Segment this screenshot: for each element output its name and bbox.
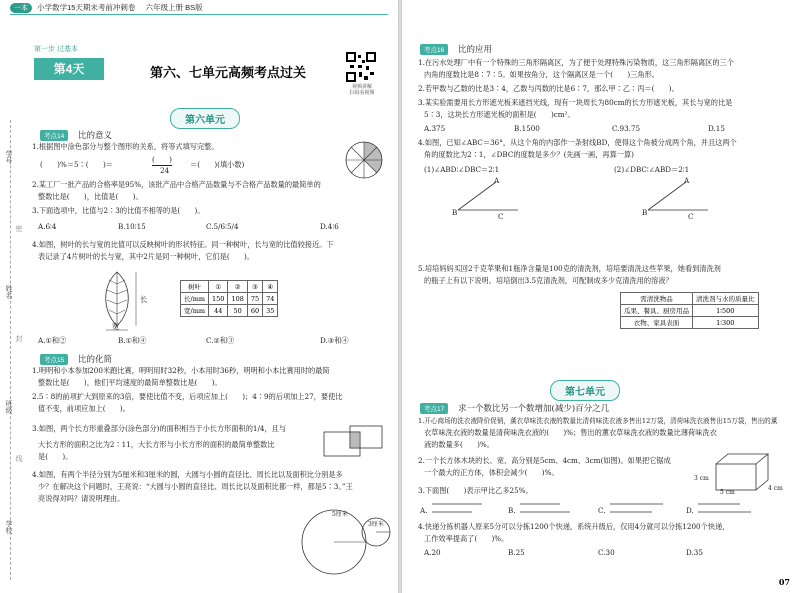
k17-q2-line1: 2.一个长方体木块的长、宽、高分别是5cm、4cm、3cm(如图)。如果把它锯成 xyxy=(418,456,671,465)
table-cell: 108 xyxy=(228,293,247,305)
side-cut-feng: 封 xyxy=(15,335,23,342)
k15-q3-line1: 3.如图，两个长方形重叠部分(涂色部分)的面积相当于小长方形面积的1/4，且与 xyxy=(32,424,287,433)
k17-q4-opt-a[interactable]: A.20 xyxy=(424,548,441,557)
k16-q3-opt-b[interactable]: B.1500 xyxy=(514,124,540,133)
k16-q1-line1: 1.在污水处理厂中有一个特殊的三角形隔离区，为了便于处理特殊污染物质，这三角形隔离区的三个 xyxy=(418,58,734,67)
cuboid-width-label: 4 cm xyxy=(768,485,783,492)
k14-q4-opt-c[interactable]: C.②和③ xyxy=(206,336,235,345)
bar-diagram-d xyxy=(696,498,756,518)
k17-tag: 考点17 xyxy=(420,403,448,414)
side-label-name: 姓名 xyxy=(5,285,13,299)
day-label: 第4天 xyxy=(34,58,104,80)
k14-q3-opt-a[interactable]: A.6∶4 xyxy=(38,222,57,231)
angle1-point-b: B xyxy=(452,208,458,217)
unit7-heading: 第七单元 xyxy=(550,380,620,401)
side-cut-xian: 线 xyxy=(15,455,23,462)
leaf-width-label: 宽 xyxy=(112,322,120,331)
k17-q2-line2: 一个最大的正方体，体积会减少( )%。 xyxy=(424,468,559,477)
leaf-table-head-cell: ④ xyxy=(263,281,278,293)
k17-q3: 3.下面图( )表示甲比乙多25%。 xyxy=(418,486,533,495)
k14-q2-line2: 整数比是( )，比值是( )。 xyxy=(38,192,143,201)
series-title: 小学数学15天期末考前冲刺卷 xyxy=(37,3,136,12)
table-cell: 衣物、家具表面 xyxy=(621,317,693,329)
k17-q3-opt-b[interactable]: B. xyxy=(508,506,516,515)
k14-q4-opt-d[interactable]: D.③和④ xyxy=(320,336,349,345)
table-row xyxy=(621,317,759,329)
table-cell: 长/mm xyxy=(181,293,209,305)
day-step: 第一步 过基本 xyxy=(34,46,78,53)
k17-q1-line2: 衣草味洗衣液的数量是清荷味洗衣液的( )%；售出的薰衣草味洗衣液的数量比薄荷味洗衣 xyxy=(424,428,717,437)
k14-q3-opt-d[interactable]: D.4∶6 xyxy=(320,222,339,231)
k17-q4-opt-d[interactable]: D.35 xyxy=(686,548,703,557)
k16-title: 比的应用 xyxy=(458,45,493,55)
table-cell: 60 xyxy=(247,305,262,317)
table-row xyxy=(621,305,759,317)
side-label-id: 学号 xyxy=(5,150,13,164)
k16-q3-opt-c[interactable]: C.93.75 xyxy=(612,124,641,133)
cleaner-table-head-cell: 需清洗物品 xyxy=(621,293,693,305)
k17-q3-opt-d[interactable]: D. xyxy=(686,506,694,515)
k16-q1-line2: 内角的度数比是8∶7∶5。如果按角分，这个隔离区是一个( )三角形。 xyxy=(424,70,659,79)
leaf-length-label: 长 xyxy=(140,295,148,304)
k17-q4-opt-c[interactable]: C.30 xyxy=(598,548,615,557)
k17-q3-opt-c[interactable]: C. xyxy=(598,506,606,515)
table-cell: 50 xyxy=(228,305,247,317)
grade-label: 六年级上册 BS版 xyxy=(145,3,203,12)
angle2-point-b: B xyxy=(642,208,648,217)
leaf-table-head-cell: ① xyxy=(209,281,228,293)
k14-q1-blank: ( )%＝5∶( )＝ xyxy=(40,160,113,169)
cleaner-table-header xyxy=(621,293,759,305)
side-cut-mi: 密 xyxy=(15,225,23,232)
cleaner-table-head-cell: 清洗剂与水的质量比 xyxy=(693,293,759,305)
k16-q4-line1: 4.如图，已知∠ABC＝36°，从这个角的内部作一条射线BD，使得这个角被分成两个角，并且这两个 xyxy=(418,138,737,147)
k14-q2-line1: 2.某工厂一批产品的合格率是95%，该批产品中合格产品数量与不合格产品数量的最简单的 xyxy=(32,180,321,189)
small-circle-radius: 3厘米 xyxy=(368,521,384,528)
k15-q4-line3: 亮说得对吗？请说明理由。 xyxy=(38,494,125,503)
side-label-school: 学校 xyxy=(5,520,13,534)
k16-q4-case2: (2)∠DBC∶∠ABD＝2∶1 xyxy=(614,165,690,174)
side-label-class: 班级 xyxy=(5,400,13,414)
angle-figure-1 xyxy=(452,176,522,218)
leaf-table-head-cell: 树叶 xyxy=(181,281,209,293)
qr-code-icon[interactable] xyxy=(346,52,376,82)
k15-q3-line3: 是( )。 xyxy=(38,452,73,461)
unit6-heading: 第六单元 xyxy=(170,108,240,129)
k15-title: 比的化简 xyxy=(78,355,113,365)
k16-q3-line2: 5∶3，这块长方形遮光板的面积是( )cm²。 xyxy=(424,110,575,119)
left-page xyxy=(0,0,398,593)
leaf-table-header xyxy=(181,281,278,293)
table-cell: 150 xyxy=(209,293,228,305)
k14-q4-line2: 表记录了4片树叶的长与宽，其中2片是同一种树叶，它们是( )。 xyxy=(38,252,255,261)
k15-q1-line1: 1.明明和小本参加200米跑比赛，明明用时32秒，小本用时36秒，明明和小本比赛用时的最简 xyxy=(32,366,330,375)
day-flag xyxy=(34,44,112,84)
big-circle-radius: 5厘米 xyxy=(332,511,348,518)
k15-q4-line1: 4.如图，有两个半径分别为5厘米和3厘米的圆，大圆与小圆的直径比、周长比以及面积比分别是多 xyxy=(32,470,343,479)
table-cell: 74 xyxy=(263,293,278,305)
k16-q3-line1: 3.某实验需要用长方形遮光板来遮挡光线，现有一块周长为80cm的长方形遮光板，其长与宽的比是 xyxy=(418,98,733,107)
k17-q1-line1: 1.开心商场的洗衣液降价促销，薰衣草味洗衣液的数量比清荷味洗衣液多售出12万袋，清荷味洗衣液售出15万袋，售出的薰 xyxy=(418,417,778,425)
k14-tag: 考点14 xyxy=(40,130,68,141)
k16-tag: 考点16 xyxy=(420,44,448,55)
k14-q4-line1: 4.如图，树叶的长与宽的比值可以反映树叶的形状特征。同一种树叶，长与宽的比值较接近。下 xyxy=(32,240,334,249)
k15-q3-line2: 大长方形的面积之比为2∶11，大长方形与小长方形的面积的最简单整数比 xyxy=(38,440,275,449)
header-divider xyxy=(10,14,388,15)
table-row xyxy=(181,293,278,305)
k15-tag: 考点15 xyxy=(40,354,68,365)
k16-q3-opt-a[interactable]: A.375 xyxy=(424,124,446,133)
k14-q3: 3.下面选项中，比值与2∶3的比值不相等的是( )。 xyxy=(32,206,205,215)
leaf-table xyxy=(180,280,278,317)
qr-caption-line1: 视频讲解 xyxy=(351,84,372,90)
qr-caption xyxy=(344,84,380,96)
angle1-point-c: C xyxy=(498,212,504,221)
table-row xyxy=(181,305,278,317)
k14-q1-frac-num: ( ) xyxy=(152,155,172,164)
k14-q4-opt-a[interactable]: A.①和② xyxy=(38,336,67,345)
k17-q3-opt-a[interactable]: A. xyxy=(420,506,428,515)
k17-q4-line2: 工作效率提高了( )%。 xyxy=(424,534,509,543)
table-cell: 1∶300 xyxy=(693,317,759,329)
k14-q3-opt-b[interactable]: B.10∶15 xyxy=(118,222,146,231)
cuboid-height-label: 3 cm xyxy=(694,475,709,482)
table-cell: 35 xyxy=(263,305,278,317)
cuboid-figure xyxy=(714,452,774,492)
k15-q2-line1: 2.5∶8的前项扩大到原来的3倍，要使比值不变，后项应加上( )；4∶9的后项加上27，要使比 xyxy=(32,392,343,401)
qr-caption-line2: 扫码看视频 xyxy=(349,90,375,96)
k14-q1: 1.根据图中涂色部分与整个图形的关系，将等式填写完整。 xyxy=(32,142,219,151)
k17-q4-opt-b[interactable]: B.25 xyxy=(508,548,525,557)
brand-logo: 一本 xyxy=(10,3,32,13)
angle2-point-a: A xyxy=(684,176,690,185)
k16-q4-case1: (1)∠ABD∶∠DBC＝2∶1 xyxy=(424,165,500,174)
k15-q4-line2: 少？在解决这个问题时，王亮说：“大圆与小圆的直径比、周长比以及面积比都一样，都是5∶3。”王 xyxy=(38,482,353,491)
k17-q1-line3: 液的数量多( )%。 xyxy=(424,440,494,449)
k14-q4-opt-b[interactable]: B.①和④ xyxy=(118,336,147,345)
k14-q1-frac-den: 24 xyxy=(160,166,170,175)
table-cell: 1∶500 xyxy=(693,305,759,317)
bar-diagram-a xyxy=(430,498,490,518)
table-cell: 44 xyxy=(209,305,228,317)
overlap-rect-figure xyxy=(322,424,386,460)
page-title: 第六、七单元高频考点过关 xyxy=(150,65,307,80)
cuboid-length-label: 5 cm xyxy=(720,489,735,496)
angle1-point-a: A xyxy=(494,176,500,185)
k16-q3-opt-d[interactable]: D.15 xyxy=(708,124,725,133)
angle-figure-2 xyxy=(642,176,712,218)
k15-q2-line2: 值不变，前项应加上( )。 xyxy=(38,404,130,413)
leaf-table-head-cell: ② xyxy=(228,281,247,293)
k15-q1-line2: 整数比是( )，他们平均速度的最简单整数比是( )。 xyxy=(38,378,222,387)
k16-q5-line2: 的瓶子上有以下说明。培培倒出3.5克清洗剂，可配制成多少克清洗用的溶液？ xyxy=(424,276,673,285)
k14-q3-opt-c[interactable]: C.5/6∶5/4 xyxy=(206,222,239,231)
k16-q2: 2.若甲数与乙数的比是3∶4，乙数与丙数的比是6∶7，那么甲∶乙∶丙＝( )。 xyxy=(418,84,679,93)
cut-line xyxy=(10,120,11,580)
bar-diagram-c xyxy=(608,498,668,518)
table-cell: 瓜果、餐具、厨房用品 xyxy=(621,305,693,317)
angle2-point-c: C xyxy=(688,212,694,221)
k16-q4-line2: 角的度数比为2∶1，∠DBC的度数是多少？(先画一画，再算一算) xyxy=(424,150,634,159)
k16-q5-line1: 5.培培妈妈买回2千克苹果和1瓶净含量是100克的清洗剂，培培要清洗这些苹果，她看到清洗剂 xyxy=(418,264,721,273)
k14-q1-decimal: ＝( )(填小数) xyxy=(190,160,245,169)
leaf-table-head-cell: ③ xyxy=(247,281,262,293)
table-cell: 宽/mm xyxy=(181,305,209,317)
k17-title: 求一个数比另一个数增加(减少)百分之几 xyxy=(458,404,610,414)
shaded-circle-figure xyxy=(344,140,384,180)
cleaner-table xyxy=(620,292,759,329)
right-page xyxy=(402,0,800,593)
page-header xyxy=(10,2,203,13)
bar-diagram-b xyxy=(518,498,578,518)
k14-title: 比的意义 xyxy=(78,131,113,141)
k17-q4-line1: 4.快递分拣机器人原来5分可以分拣1200个快递，系统升级后，仅用4分就可以分拣1200个快递， xyxy=(418,522,730,531)
table-cell: 75 xyxy=(247,293,262,305)
page-number: 07 xyxy=(778,577,790,587)
